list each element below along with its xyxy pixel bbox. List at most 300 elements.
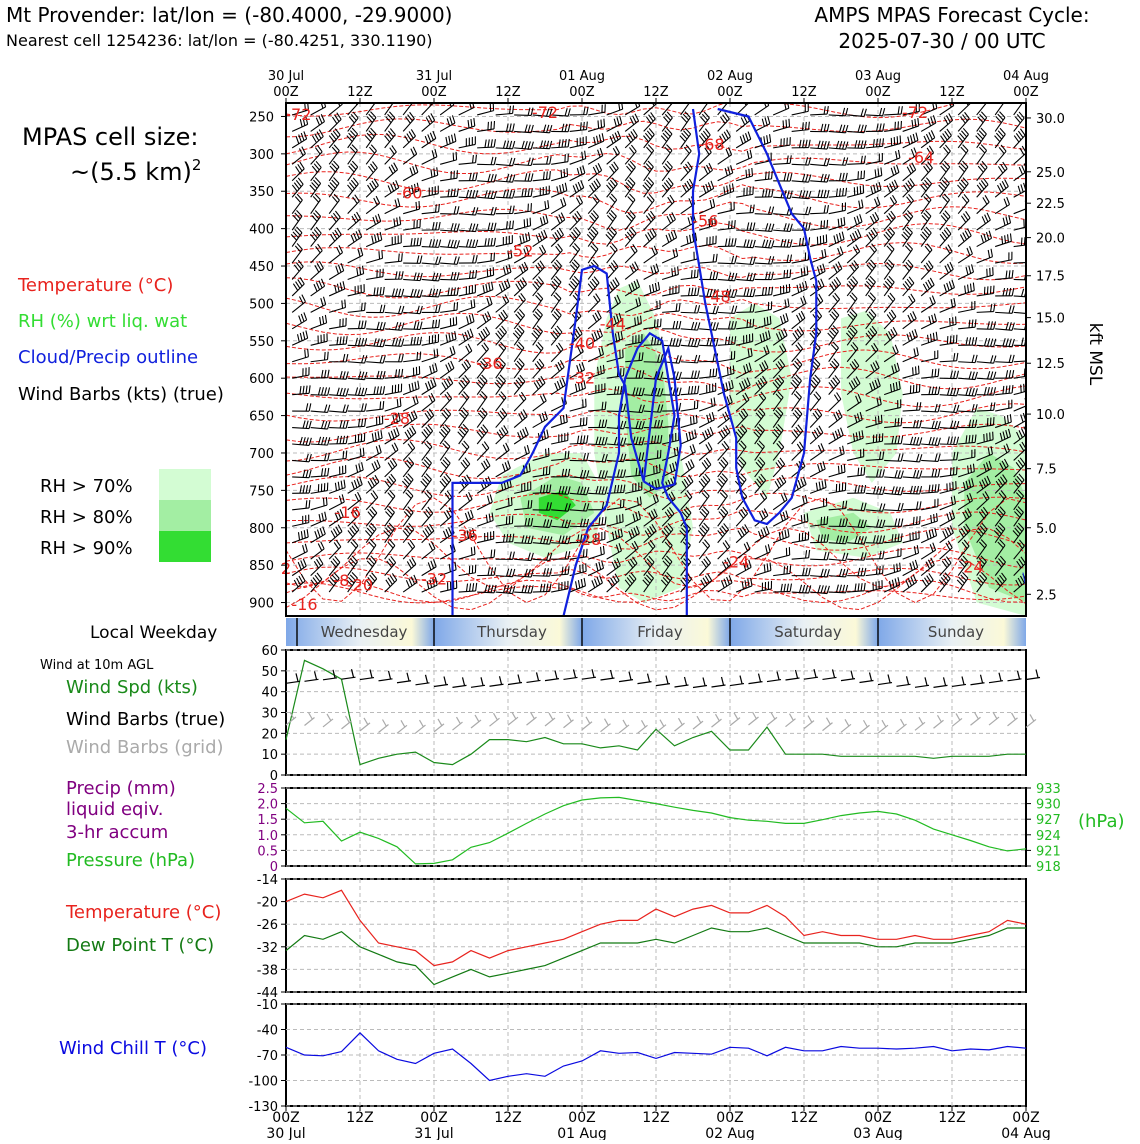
wind-barb-feather: [584, 122, 585, 130]
wind-barb-feather: [374, 462, 377, 469]
wind-barb-feather: [897, 165, 899, 173]
wind-barb: [810, 480, 826, 494]
wind-barb-feather: [336, 266, 339, 274]
wind-barb-feather: [466, 346, 470, 353]
wind-barb: [366, 196, 379, 214]
wind-barb-feather: [325, 421, 327, 429]
wind-barb-feather: [704, 95, 709, 101]
wind-barb-feather: [676, 321, 678, 329]
wind-barb-feather: [748, 579, 749, 587]
wind-barb-feather: [298, 562, 301, 569]
wind-barb-feather: [473, 173, 475, 181]
wind-barb-feather: [587, 122, 588, 130]
wind-barb-feather: [775, 481, 779, 488]
wind-barb-feather: [786, 120, 787, 128]
wind-barb: [514, 141, 533, 149]
wind-barb-feather: [593, 315, 597, 322]
wind-barb: [514, 158, 533, 166]
wind-barb: [366, 250, 382, 263]
wind-barb: [477, 139, 495, 148]
wind-barb-feather: [713, 369, 714, 377]
wind-barb-feather: [817, 267, 819, 275]
wind-barb-feather: [806, 550, 807, 558]
wind-barb-feather: [325, 387, 327, 395]
wind-barb-feather: [412, 557, 416, 564]
wind-barb-feather: [361, 248, 363, 256]
wind-barb: [533, 171, 551, 181]
wind-barb: [681, 386, 699, 395]
wind-barb-feather: [362, 266, 363, 274]
wind-barb-feather: [439, 222, 441, 230]
wind-barb-feather: [555, 383, 558, 390]
wind-barb-feather: [405, 432, 409, 439]
wind-barb-feather: [362, 419, 363, 427]
wind-barb-feather: [787, 190, 789, 198]
wind-barb-feather: [340, 436, 341, 444]
wind-barb-feather: [328, 468, 329, 476]
wind-barb: [348, 178, 359, 197]
wind-barb: [681, 251, 698, 263]
wind-barb-feather: [448, 240, 450, 248]
wind-barb: [736, 257, 755, 265]
wind-barb-feather: [565, 566, 566, 574]
wind-barb: [533, 125, 552, 133]
wind-barb-feather: [861, 109, 863, 117]
wind-barb: [736, 186, 753, 197]
wind-barb-feather: [409, 578, 412, 585]
wind-barb-feather: [340, 420, 342, 428]
wind-barb-feather: [596, 563, 598, 571]
wind-barb-feather: [858, 568, 860, 576]
wind-barb: [755, 272, 774, 280]
wind-barb-feather: [525, 173, 527, 181]
wind-barb: [477, 282, 493, 296]
wind-barb-feather: [414, 337, 415, 345]
wind-barb-feather: [675, 267, 676, 275]
wind-barb-feather: [710, 427, 713, 434]
wind-barb-feather: [690, 235, 691, 243]
wind-barb: [699, 540, 709, 560]
wind-barb-feather: [691, 417, 692, 425]
wind-barb: [810, 409, 822, 428]
wind-barb: [514, 392, 526, 411]
wind-barb: [662, 338, 681, 346]
wind-barb-feather: [412, 383, 413, 391]
wind-barb-feather: [635, 114, 639, 121]
wind-barb-feather: [656, 264, 658, 272]
wind-barb-feather: [688, 338, 690, 346]
wind-barb-feather: [864, 583, 865, 591]
wind-barb: [459, 285, 476, 296]
wind-barb-feather: [511, 497, 512, 505]
wind-barb-feather: [562, 378, 565, 385]
wind-barb-feather: [303, 386, 304, 394]
wind-barb: [829, 410, 842, 428]
wind-barb-feather: [781, 494, 784, 501]
wind-barb-feather: [593, 167, 596, 174]
wind-barb: [385, 540, 395, 560]
wind-barb-feather: [821, 279, 824, 286]
wind-barb-feather: [540, 218, 542, 226]
wind-barb: [551, 360, 564, 378]
wind-barb: [459, 583, 477, 592]
wind-barb-feather: [821, 569, 823, 577]
nearest-cell-line: Nearest cell 1254236: lat/lon = (-80.4251, 330.1190): [6, 31, 433, 50]
wind-barb-feather: [449, 136, 450, 144]
wind-barb: [459, 155, 477, 165]
wind-barb-feather: [362, 355, 364, 363]
wind-barb-feather: [750, 319, 751, 327]
wind-barb-feather: [798, 480, 801, 488]
wind-barb-feather: [801, 515, 802, 523]
wind-barb-feather: [843, 173, 845, 181]
wind-barb-feather: [447, 118, 449, 126]
wind-barb-feather: [375, 234, 377, 242]
wind-barb: [625, 262, 638, 280]
wind-barb-feather: [803, 238, 804, 246]
wind-barb-feather: [383, 386, 384, 394]
wind-barb-feather: [846, 173, 848, 181]
wind-barb-feather: [309, 500, 310, 508]
wind-barb-feather: [362, 462, 364, 470]
wind-barb: [329, 228, 341, 247]
wind-barb: [366, 305, 385, 313]
wind-barb: [829, 428, 844, 444]
wind-barb-feather: [489, 514, 490, 522]
wind-barb-feather: [766, 526, 769, 534]
wind-barb-feather: [450, 347, 452, 355]
wind-barb: [792, 425, 803, 444]
wind-barb-feather: [337, 337, 338, 345]
rh-90-label: RH > 90%: [40, 538, 133, 559]
wind-barb-feather: [731, 165, 733, 173]
wind-barb-feather: [767, 317, 768, 325]
wind-barb-feather: [689, 179, 693, 186]
wind-barb-feather: [843, 157, 845, 165]
wind-barb-feather: [302, 295, 306, 302]
wind-barb-feather: [451, 288, 452, 296]
wind-barb: [718, 202, 735, 214]
wind-barb-feather: [578, 580, 579, 588]
wind-barb: [810, 426, 823, 444]
wind-barb: [681, 400, 698, 411]
wind-barb-feather: [645, 234, 649, 241]
wind-barb: [477, 494, 492, 509]
wind-barb-feather: [584, 578, 585, 586]
wind-barb-feather: [787, 270, 788, 278]
wind-barb-feather: [544, 568, 546, 576]
wind-barb-feather: [397, 218, 398, 226]
wind-barb: [773, 584, 791, 593]
wind-barb: [644, 228, 657, 246]
wind-barb-feather: [446, 529, 449, 536]
wind-barb-feather: [380, 287, 381, 295]
wind-barb-feather: [660, 464, 661, 472]
wind-barb: [459, 173, 478, 181]
wind-barb-feather: [474, 546, 475, 554]
wind-barb-feather: [777, 479, 781, 486]
wind-barb-feather: [513, 221, 514, 229]
wind-barb-feather: [343, 354, 345, 362]
wind-barb-feather: [804, 267, 805, 275]
wind-barb-feather: [372, 463, 375, 470]
wind-barb-feather: [451, 272, 453, 280]
wind-barb-feather: [429, 543, 433, 550]
wind-barb-feather: [396, 428, 399, 436]
wind-barb-feather: [769, 189, 770, 197]
wind-barb: [699, 236, 716, 247]
wind-barb-feather: [883, 469, 885, 477]
wind-barb-feather: [504, 267, 506, 275]
wind-barb-feather: [601, 120, 602, 128]
wind-barb-feather: [669, 233, 672, 241]
wind-barb: [718, 523, 729, 542]
wind-barb-feather: [797, 315, 801, 322]
wind-barb: [459, 492, 472, 510]
wind-barb-feather: [544, 141, 546, 149]
wind-barb: [681, 162, 693, 181]
wind-barb: [459, 565, 476, 576]
wind-barb-feather: [528, 141, 530, 149]
wind-barb-feather: [409, 384, 410, 392]
wind-barb: [348, 338, 367, 346]
wind-barb-feather: [790, 155, 791, 163]
wind-barb-feather: [824, 552, 826, 560]
wind-barb: [514, 188, 532, 197]
wind-barb-feather: [746, 133, 749, 141]
wind-barb-feather: [729, 337, 730, 345]
wind-barb: [681, 322, 700, 330]
wind-barb-feather: [860, 214, 862, 222]
wind-barb-feather: [862, 200, 863, 208]
wind-barb-feather: [402, 354, 404, 362]
wind-barb-feather: [806, 157, 808, 165]
wind-barb-feather: [396, 271, 397, 279]
wind-barb-feather: [809, 140, 810, 148]
wind-barb-feather: [732, 256, 734, 264]
wind-barb-feather: [585, 151, 586, 159]
wind-barb-feather: [883, 551, 884, 559]
wind-barb-feather: [580, 122, 581, 130]
wind-barb-feather: [433, 320, 434, 328]
wind-barb: [329, 388, 348, 396]
wind-barb-feather: [488, 223, 490, 231]
wind-barb: [533, 215, 548, 230]
wind-barb-feather: [726, 382, 728, 390]
wind-barb-feather: [486, 459, 490, 466]
wind-barb: [773, 547, 790, 559]
wind-barb-feather: [436, 320, 437, 328]
wind-barb-feather: [759, 512, 763, 519]
wind-barb: [551, 228, 563, 246]
wind-barb-feather: [299, 148, 303, 155]
wind-barb-feather: [298, 532, 299, 540]
wind-barb-feather: [667, 216, 671, 223]
wind-barb-feather: [462, 334, 465, 341]
wind-barb-feather: [394, 219, 395, 227]
wind-barb-feather: [326, 497, 327, 505]
wind-barb-feather: [416, 395, 418, 403]
wind-barb: [440, 361, 454, 378]
wind-barb-feather: [531, 500, 532, 508]
wind-barb: [773, 565, 790, 575]
wind-barb-feather: [750, 273, 752, 281]
wind-barb-feather: [598, 163, 601, 170]
wind-barb-feather: [363, 448, 364, 456]
wind-barb-feather: [486, 515, 487, 523]
wind-barb: [681, 179, 694, 197]
wind-barb: [311, 387, 330, 395]
wind-barb-feather: [362, 321, 363, 329]
wind-barb-feather: [468, 120, 469, 128]
wind-barb-feather: [769, 256, 771, 264]
wind-barb-feather: [892, 182, 895, 189]
wind-barb-feather: [429, 239, 431, 247]
wind-barb: [477, 327, 490, 345]
wind-barb: [459, 314, 474, 329]
wind-barb-feather: [838, 466, 839, 474]
wind-barb: [385, 338, 404, 346]
wind-barb: [699, 427, 713, 444]
wind-barb-feather: [543, 172, 544, 180]
wind-barb: [829, 392, 841, 411]
wind-barb-feather: [314, 284, 317, 291]
wind-barb-feather: [693, 416, 694, 424]
wind-barb-feather: [709, 163, 713, 170]
wind-barb: [292, 559, 306, 576]
wind-barb: [403, 366, 420, 378]
wind-barb-feather: [821, 221, 822, 229]
wind-barb-feather: [599, 562, 601, 570]
wind-barb: [348, 284, 365, 296]
wind-barb: [311, 497, 327, 510]
wind-barb-feather: [562, 567, 563, 575]
wind-barb-feather: [399, 271, 400, 279]
wind-barb-feather: [759, 531, 762, 539]
wind-barb: [699, 112, 709, 132]
precip-label-2: liquid eqiv.: [66, 799, 163, 820]
wind-barb-feather: [846, 188, 847, 196]
wind-barb-feather: [783, 315, 785, 323]
wind-barb-feather: [874, 199, 877, 206]
wind-barb-feather: [838, 429, 841, 437]
wind-barb-feather: [834, 414, 838, 421]
wind-barb-feather: [470, 329, 473, 336]
wind-barb: [884, 165, 899, 181]
wind-barb-feather: [550, 171, 551, 179]
wind-barb: [551, 433, 568, 444]
wind-barb-feather: [676, 372, 678, 380]
wind-barb-feather: [870, 216, 874, 223]
wind-barb-feather: [563, 198, 566, 206]
wind-barb-feather: [592, 580, 595, 587]
wind-barb-feather: [594, 137, 596, 145]
wind-barb: [310, 227, 321, 246]
wind-barb-feather: [436, 256, 438, 264]
wind-barb-feather: [877, 123, 879, 131]
wind-barb-feather: [568, 551, 570, 559]
wind-barb-feather: [444, 512, 448, 519]
wind-barb-feather: [787, 173, 789, 181]
wind-barb-feather: [317, 132, 321, 139]
wind-barb-feather: [802, 122, 803, 130]
wind-barb: [570, 435, 588, 444]
wind-barb-feather: [799, 140, 800, 148]
wind-barb-feather: [762, 287, 763, 295]
wind-barb: [736, 205, 754, 214]
wind-barb: [292, 485, 310, 493]
wind-barb: [625, 227, 636, 246]
wind-barb-feather: [510, 569, 512, 577]
wind-barb-feather: [732, 220, 733, 228]
wind-barb-feather: [827, 516, 828, 524]
wind-barb-feather: [346, 451, 347, 459]
wind-barb: [884, 150, 900, 164]
wind-barb-feather: [315, 134, 319, 141]
wind-barb-feather: [790, 584, 791, 592]
wind-barb: [570, 151, 586, 165]
legend-cloud: Cloud/Precip outline: [18, 347, 198, 368]
wind-barb-feather: [365, 418, 366, 426]
wind-barb-feather: [340, 388, 342, 396]
wind-barb-feather: [768, 116, 770, 124]
location-title: Mt Provender: lat/lon = (-80.4000, -29.9000): [6, 3, 452, 27]
wind-barb-feather: [544, 584, 545, 592]
wind-barb-feather: [451, 361, 454, 368]
wind-barb-feather: [491, 139, 492, 147]
wind-barb-feather: [396, 338, 398, 346]
wind-barb: [366, 386, 384, 394]
wind-barb-feather: [710, 272, 712, 280]
wind-barb-feather: [519, 413, 523, 420]
wind-barb: [496, 569, 515, 577]
wind-barb-feather: [431, 380, 434, 388]
wind-barb-feather: [710, 200, 712, 208]
wind-barb-feather: [506, 443, 509, 450]
rh-90-swatch: [159, 531, 211, 562]
wind-barb: [755, 544, 770, 559]
wind-barb-feather: [380, 371, 382, 379]
wind-barb-feather: [841, 428, 844, 436]
wind-barb: [292, 403, 311, 411]
wind-barb-feather: [744, 288, 746, 296]
wind-barb-feather: [602, 133, 604, 141]
wind-barb-feather: [706, 444, 710, 451]
wind-barb-feather: [446, 365, 449, 372]
wind-barb: [459, 458, 470, 477]
wind-barb: [311, 210, 321, 230]
wind-speed-label: Wind Spd (kts): [66, 677, 198, 698]
wind-barb-feather: [787, 239, 789, 247]
wind-barb-feather: [559, 214, 562, 221]
wind-barb: [329, 451, 347, 461]
wind-barb-feather: [668, 96, 673, 102]
wind-barb-feather: [703, 432, 706, 439]
wind-barb: [477, 223, 496, 231]
wind-barb-feather: [319, 281, 322, 288]
wind-barb-feather: [399, 354, 401, 362]
wind-barb: [477, 121, 494, 131]
wind-barb-feather: [377, 386, 378, 394]
wind-barb-feather: [567, 168, 568, 176]
wind-barb-feather: [857, 216, 859, 224]
wind-barb-feather: [525, 125, 527, 133]
wind-barb: [496, 392, 506, 412]
wind-barb-feather: [787, 566, 788, 574]
wind-barb-feather: [843, 446, 845, 454]
wind-barb-feather: [365, 321, 366, 329]
wind-barb-feather: [507, 124, 509, 132]
